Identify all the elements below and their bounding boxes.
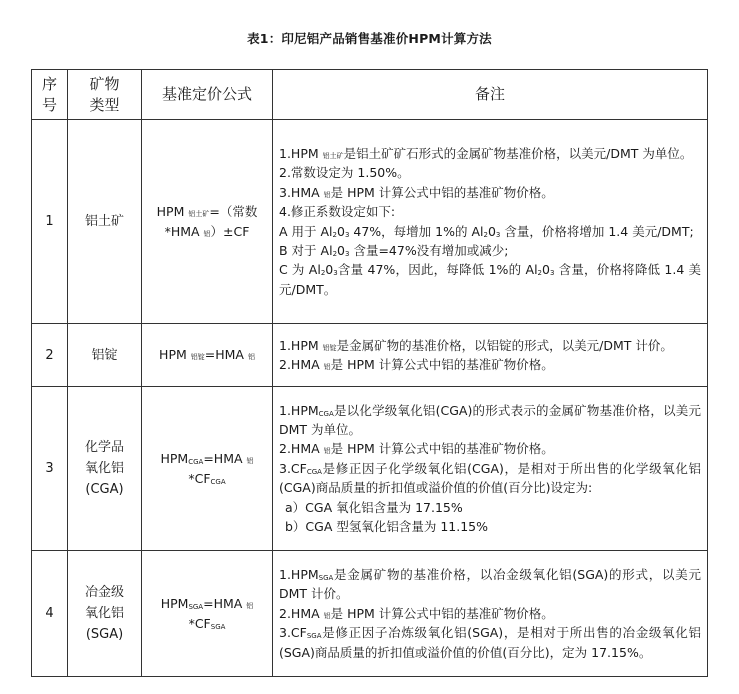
header-row	[32, 70, 708, 120]
notes-cell: 1.HPM 铝土矿是铝土矿矿石形式的金属矿物基准价格，以美元/DMT 为单位。 2.常数设定为 1.50%。 3.HMA 铝是 HPM 计算公式中铝的基准矿物价格。 4.修正系数设定如下: A 用于 $Al_20_3$ 47%，每增加 1%的 $Al_20_3$ 含量，价格将增加 1.4 美元/DMT; B 对于 $Al_20_3$ 含量=47%没有增加或减少; C 为 $Al_20_3$含量 47%，因此，每降低 1%的 $Al_20_3$ 含量，价格将降低 1.4 美元/DMT。	[273, 120, 708, 324]
mineral-type: 铝土矿	[68, 120, 142, 324]
hpm-table	[31, 69, 708, 677]
row-number: 2	[32, 324, 68, 387]
row-number: 3	[32, 387, 68, 551]
mineral-type: 冶金级 氧化铝 (SGA)	[68, 551, 142, 677]
mineral-type: 铝锭	[68, 324, 142, 387]
header-type: 矿物 类型	[68, 70, 142, 120]
header-seq: 序 号	[32, 70, 68, 120]
row-number: 1	[32, 120, 68, 324]
notes-cell: 1.HPM 铝锭是金属矿物的基准价格，以铝锭的形式，以美元/DMT 计价。 2.HMA 铝是 HPM 计算公式中铝的基准矿物价格。	[273, 324, 708, 387]
mineral-type: 化学品 氧化铝 (CGA)	[68, 387, 142, 551]
table-row	[32, 120, 708, 324]
header-formula: 基准定价公式	[142, 70, 273, 120]
pricing-formula: $HPM_{SGA}=HMA$ 铝 $*CF_{SGA}$	[142, 551, 273, 677]
table-row	[32, 324, 708, 387]
row-number: 4	[32, 551, 68, 677]
pricing-formula: HPM 铝锭=HMA 铝	[142, 324, 273, 387]
table-row	[32, 551, 708, 677]
pricing-formula: $HPM_{CGA}=HMA$ 铝 $*CF_{CGA}$	[142, 387, 273, 551]
pricing-formula: HPM 铝土矿=（常数 *HMA 铝）±CF	[142, 120, 273, 324]
notes-cell: $1.HPM_{CGA}$是以化学级氧化铝(CGA)的形式表示的金属矿物基准价格，以美元 DMT 为单位。 2.HMA 铝是 HPM 计算公式中铝的基准矿物价格。 $3.CF_{CGA}$是修正因子化学级氧化铝(CGA)，是相对于所出售的化学级氧化铝(CGA)商品质量的折扣值或溢价值的价值(百分比)设定为: a）CGA 氧化铝含量为 17.15% b）CGA 型氢氧化铝含量为 11.15%	[273, 387, 708, 551]
header-notes: 备注	[273, 70, 708, 120]
notes-cell: $1.HPM_{SGA}$是金属矿物的基准价格，以冶金级氧化铝(SGA)的形式，以美元 DMT 计价。 2.HMA 铝是 HPM 计算公式中铝的基准矿物价格。 $3.CF_{SGA}$是修正因子冶炼级氧化铝(SGA)，是相对于所出售的冶金级氧化铝(SGA)商品质量的折扣值或溢价值的价值(百分比)，定为 17.15%。	[273, 551, 708, 677]
table-row	[32, 387, 708, 551]
table-title: 表1：印尼铝产品销售基准价HPM计算方法	[247, 31, 492, 46]
